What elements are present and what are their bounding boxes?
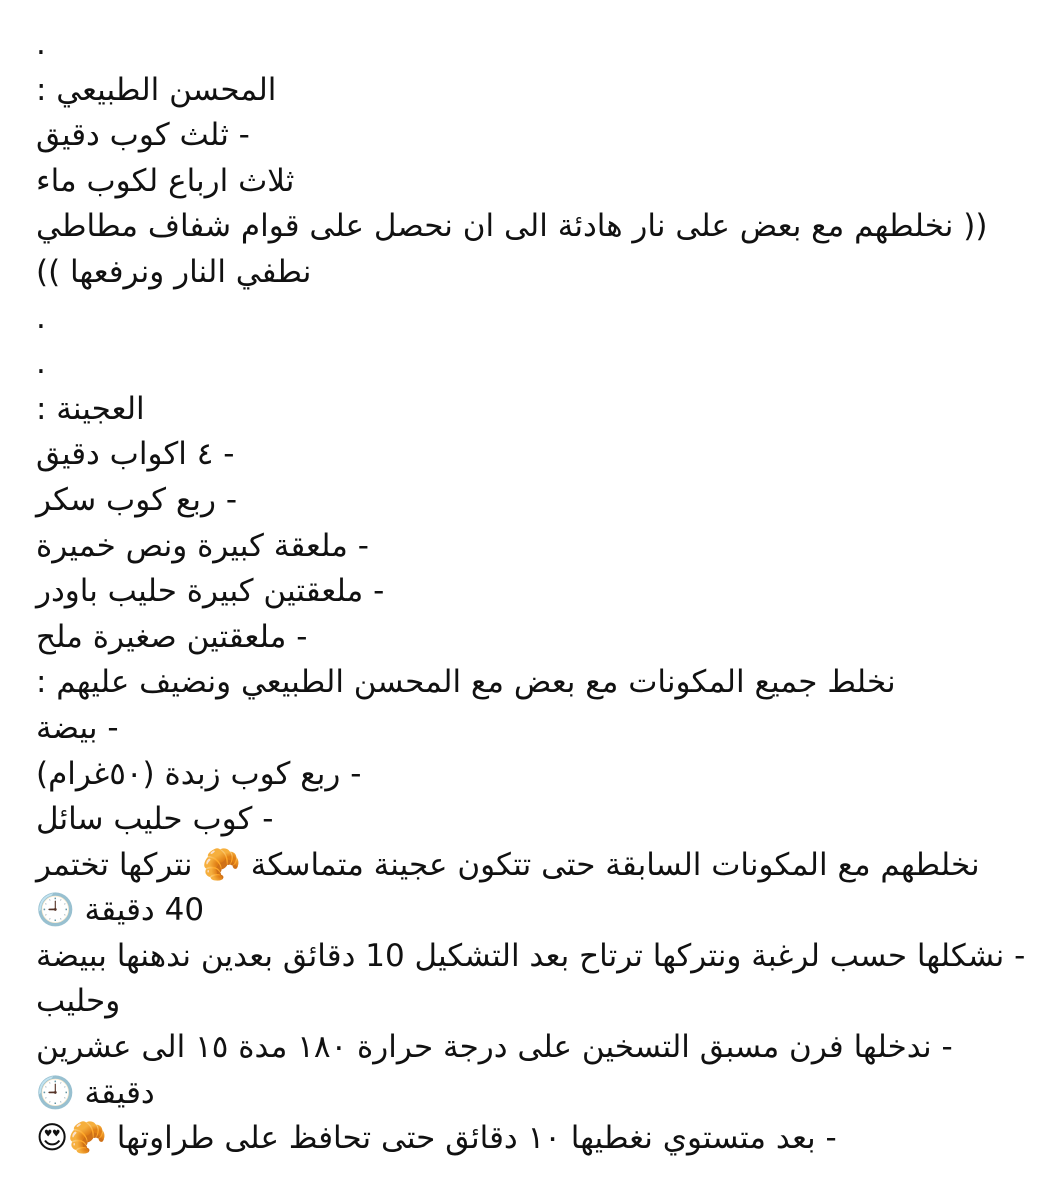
note-line: - بيضة [36,709,119,746]
note-line: . [36,26,46,62]
note-line: - ملعقة كبيرة ونص خميرة [36,527,369,564]
note-line: - نشكلها حسب لرغبة ونتركها ترتاح بعد التشكيل 10 دقائق بعدين ندهنها ببيضة وحليب [36,937,1026,1020]
note-line: - ربع كوب سكر [36,481,238,518]
note-line: - بعد متستوي نغطيها ١٠ دقائق حتى تحافظ على طراوتها 🥐😍 [36,1120,837,1157]
section-heading-natural-improver: المحسن الطبيعي : [36,71,277,108]
note-line: (( نخلطهم مع بعض على نار هادئة الى ان نحصل على قوام شفاف مطاطي نطفي النار ونرفعها )) [36,208,988,290]
note-text [36,22,1026,1162]
section-heading-dough: العجينة : [36,390,145,427]
note-line: - ملعقتين صغيرة ملح [36,618,308,655]
note-line: - ندخلها فرن مسبق التسخين على درجة حرارة ١٨٠ مدة ١٥ الى عشرين دقيقة 🕘 [36,1029,953,1111]
note-line: نخلط جميع المكونات مع بعض مع المحسن الطبيعي ونضيف عليهم : [36,664,896,701]
note-line: - ربع كوب زبدة (٥٠غرام) [36,755,362,792]
note-line: - ملعقتين كبيرة حليب باودر [36,573,385,610]
note-line: ثلاث ارباع لكوب ماء [36,162,295,199]
note-line: . [36,299,46,336]
note-line: - كوب حليب سائل [36,801,274,838]
note-line: . [36,345,46,382]
note-line: نخلطهم مع المكونات السابقة حتى تتكون عجينة متماسكة 🥐 نتركها تختمر 40 دقيقة 🕘 [36,846,980,929]
note-line: - ٤ اكواب دقيق [36,436,235,473]
note-line: - ثلث كوب دقيق [36,117,250,154]
